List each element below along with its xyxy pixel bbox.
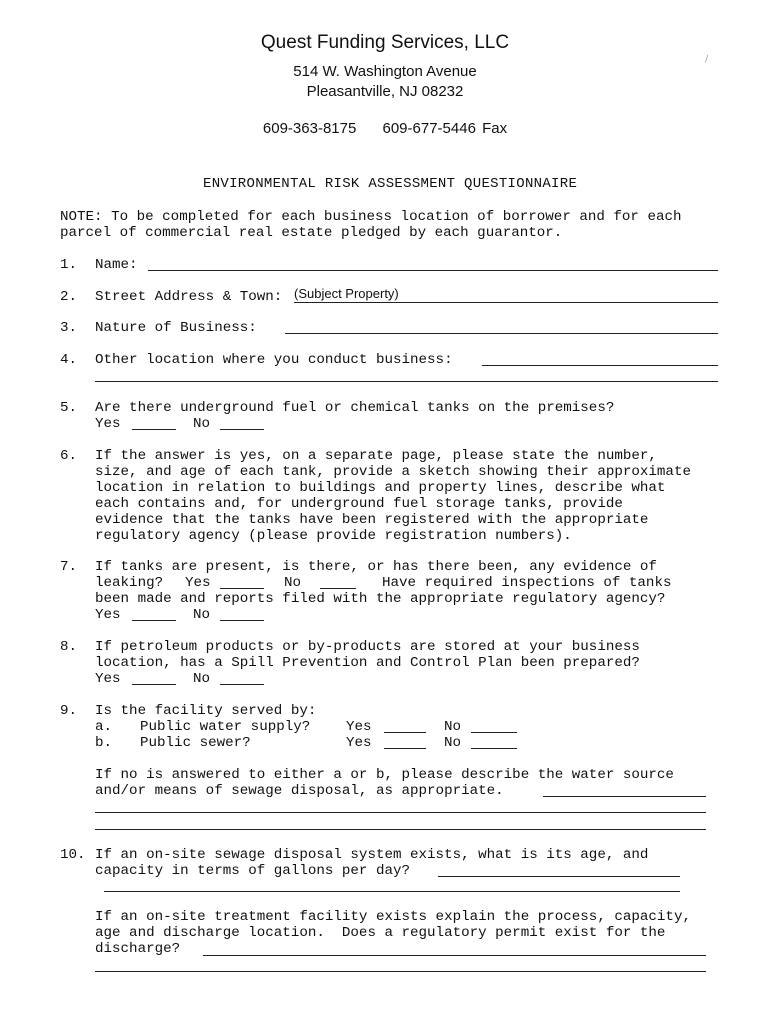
q2-label: Street Address & Town: (95, 289, 283, 305)
q6-line: evidence that the tanks have been registered with the appropriate (95, 512, 649, 528)
q9-a-letter: a. (95, 719, 113, 735)
sewage-capacity-field-continued[interactable] (104, 891, 680, 892)
q10-line-1: If an on-site sewage disposal system exists, what is its age, and (95, 847, 649, 863)
fax-number: 609-677-5446 Fax (382, 120, 508, 137)
q7-line-1: If tanks are present, is there, or has there been, any evidence of (95, 559, 657, 575)
nature-of-business-field[interactable] (285, 333, 718, 334)
q7-inspections-yes-field[interactable] (132, 620, 176, 621)
note-line-1: NOTE: To be completed for each business location of borrower and for each (60, 209, 682, 225)
water-source-field[interactable] (543, 796, 706, 797)
q8-no-label: No (193, 671, 211, 687)
q9-number: 9. (60, 703, 78, 719)
q7-line-3: been made and reports filed with the appropriate regulatory agency? (95, 591, 666, 607)
public-water-no-field[interactable] (471, 732, 517, 733)
public-sewer-no-field[interactable] (471, 748, 517, 749)
contact-numbers (0, 120, 770, 137)
company-name: Quest Funding Services, LLC (260, 32, 510, 53)
name-field[interactable] (148, 270, 718, 271)
address-line-1: 514 W. Washington Avenue (293, 63, 477, 80)
other-location-field-continued[interactable] (95, 381, 718, 382)
q7-no-label: No (284, 575, 302, 591)
q7-leaking-label: leaking? (95, 575, 164, 591)
q10-line-2: capacity in terms of gallons per day? (95, 863, 411, 879)
q5-number: 5. (60, 400, 78, 416)
q10-treatment-line-2: age and discharge location. Does a regulatory permit exist for the (95, 925, 666, 941)
q7-number: 7. (60, 559, 78, 575)
q5-yes-label: Yes (95, 416, 121, 432)
q8-line-2: location, has a Spill Prevention and Control Plan been prepared? (95, 655, 640, 671)
discharge-permit-field-continued[interactable] (95, 971, 706, 972)
q6-line: size, and age of each tank, provide a sketch showing their approximate (95, 464, 691, 480)
q7-inspections-label: Have required inspections of tanks (382, 575, 672, 591)
pen-mark: ⁄ (704, 54, 710, 65)
street-address-field[interactable] (294, 302, 718, 303)
water-source-field-continued[interactable] (95, 829, 706, 830)
q8-no-field[interactable] (220, 684, 264, 685)
water-source-field-continued[interactable] (95, 812, 706, 813)
q10-number: 10. (60, 847, 86, 863)
public-sewer-yes-field[interactable] (384, 748, 426, 749)
q8-number: 8. (60, 639, 78, 655)
q9-b-letter: b. (95, 735, 113, 751)
q2-number: 2. (60, 289, 78, 305)
q9-follow-line-2: and/or means of sewage disposal, as appropriate. (95, 783, 504, 799)
q3-label: Nature of Business: (95, 320, 257, 336)
q5-no-label: No (193, 416, 211, 432)
q10-treatment-line-1: If an on-site treatment facility exists explain the process, capacity, (95, 909, 691, 925)
q6-line: location in relation to buildings and property lines, describe what (95, 480, 666, 496)
q5-yes-field[interactable] (132, 429, 176, 430)
public-water-yes-field[interactable] (384, 732, 426, 733)
q5-no-field[interactable] (220, 429, 264, 430)
other-location-field[interactable] (482, 365, 718, 366)
q4-number: 4. (60, 352, 78, 368)
street-address-value: (Subject Property) (294, 286, 399, 301)
q9-a-no-label: No (444, 719, 462, 735)
address-line-2: Pleasantville, NJ 08232 (306, 83, 464, 100)
q9-a-yes-label: Yes (346, 719, 372, 735)
q5-text: Are there underground fuel or chemical tanks on the premises? (95, 400, 615, 416)
q9-b-no-label: No (444, 735, 462, 751)
q9-a-label: Public water supply? (140, 719, 311, 735)
q9-b-label: Public sewer? (140, 735, 251, 751)
q8-yes-field[interactable] (132, 684, 176, 685)
phone-number: 609-363-8175 (262, 120, 357, 137)
q7-yes-label: Yes (185, 575, 211, 591)
q6-line: each contains and, for underground fuel storage tanks, provide (95, 496, 623, 512)
note-line-2: parcel of commercial real estate pledged by each guarantor. (60, 225, 563, 241)
q3-number: 3. (60, 320, 78, 336)
q6-number: 6. (60, 448, 78, 464)
q9-text: Is the facility served by: (95, 703, 317, 719)
sewage-capacity-field[interactable] (438, 876, 680, 877)
q8-yes-label: Yes (95, 671, 121, 687)
discharge-permit-field[interactable] (203, 955, 706, 956)
q1-number: 1. (60, 257, 78, 273)
q6-line: If the answer is yes, on a separate page, please state the number, (95, 448, 657, 464)
q1-label: Name: (95, 257, 138, 273)
q6-line: regulatory agency (please provide registration numbers). (95, 528, 572, 544)
q7-leaking-no-field[interactable] (320, 588, 356, 589)
q7-leaking-yes-field[interactable] (220, 588, 264, 589)
form-title: ENVIRONMENTAL RISK ASSESSMENT QUESTIONNAIRE (203, 176, 578, 192)
q4-label: Other location where you conduct business: (95, 352, 453, 368)
q7-yes-label-2: Yes (95, 607, 121, 623)
q7-no-label-2: No (193, 607, 211, 623)
q7-inspections-no-field[interactable] (220, 620, 264, 621)
q8-line-1: If petroleum products or by-products are stored at your business (95, 639, 640, 655)
q10-treatment-line-3: discharge? (95, 941, 181, 957)
q9-follow-line-1: If no is answered to either a or b, please describe the water source (95, 767, 674, 783)
q9-b-yes-label: Yes (346, 735, 372, 751)
